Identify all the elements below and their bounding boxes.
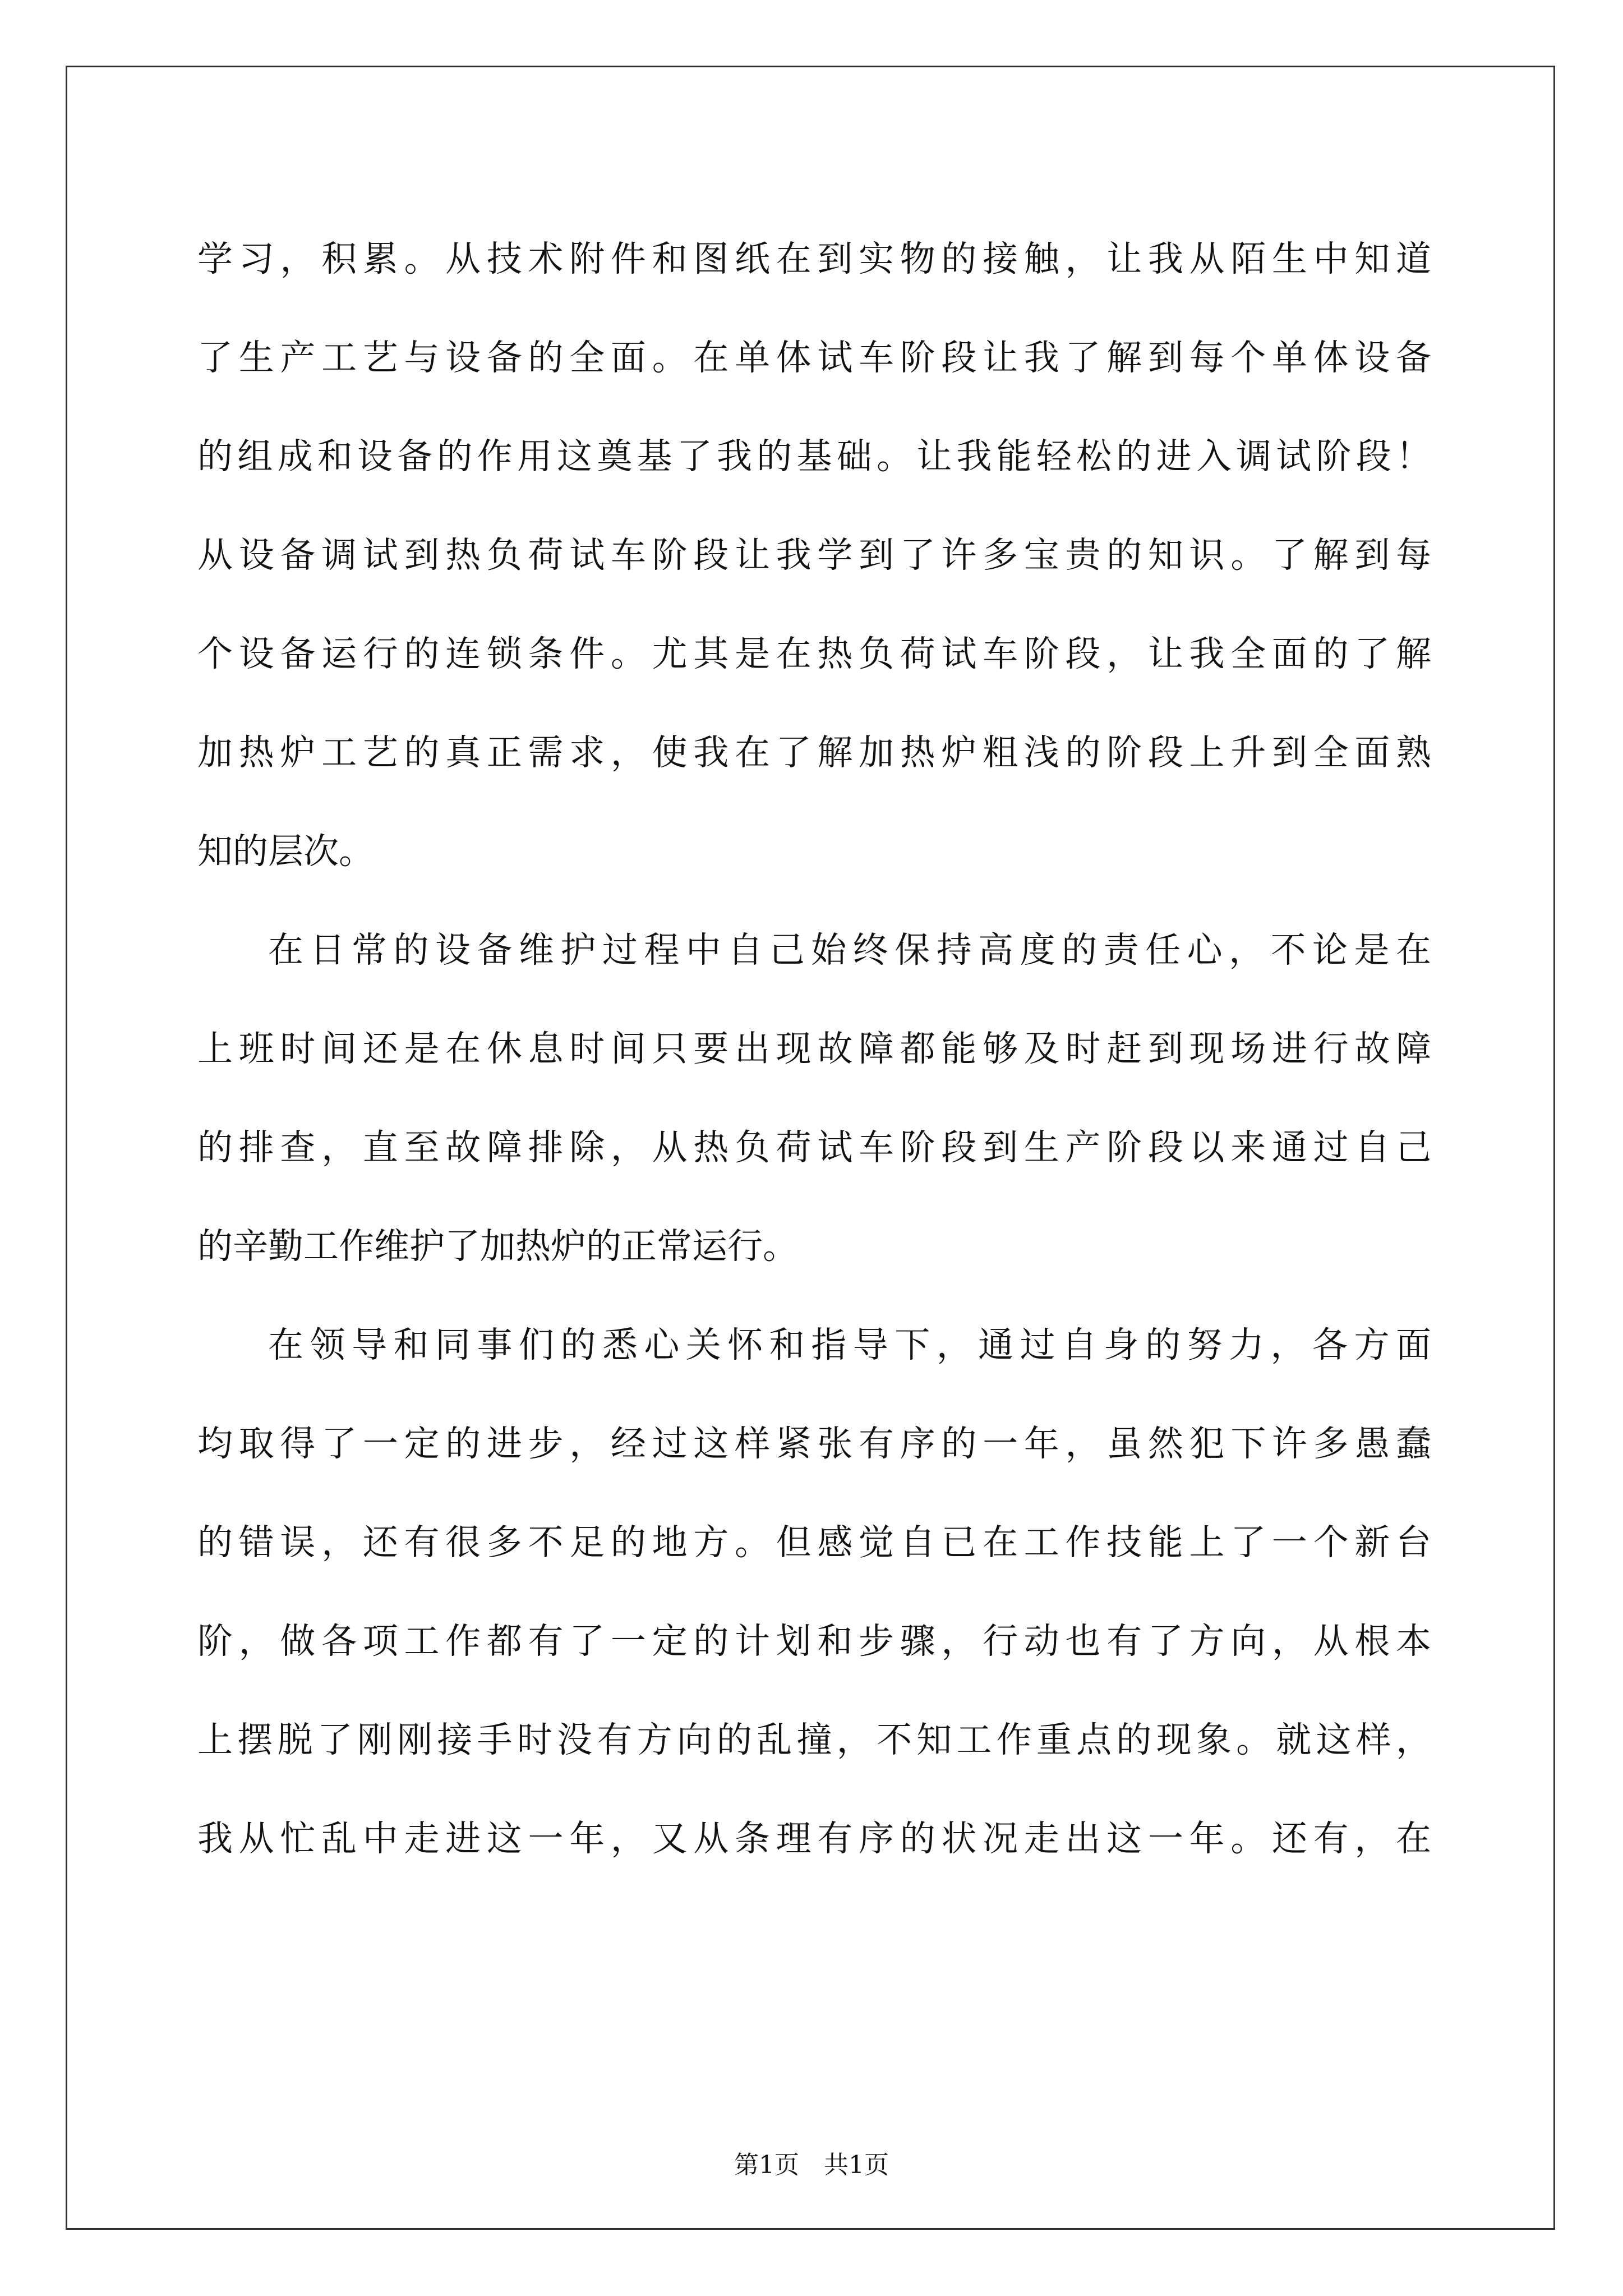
page-footer: 第1页 共1页 — [734, 2151, 889, 2179]
text-line: 在领导和同事们的悉心关怀和指导下，通过自身的努力，各方面 — [268, 1324, 1431, 1365]
text-line: 阶，做各项工作都有了一定的计划和步骤，行动也有了方向，从根本 — [197, 1621, 1431, 1662]
text-line: 上摆脱了刚刚接手时没有方向的乱撞，不知工作重点的现象。就这样， — [197, 1719, 1431, 1760]
text-line: 的错误，还有很多不足的地方。但感觉自已在工作技能上了一个新台 — [197, 1522, 1431, 1563]
text-line: 我从忙乱中走进这一年，又从条理有序的状况走出这一年。还有，在 — [197, 1818, 1431, 1859]
text-line: 知的层次。 — [197, 831, 374, 872]
text-line: 上班时间还是在休息时间只要出现故障都能够及时赶到现场进行故障 — [197, 1028, 1431, 1069]
text-line: 个设备运行的连锁条件。尤其是在热负荷试车阶段，让我全面的了解 — [197, 633, 1431, 674]
text-line: 学习，积累。从技术附件和图纸在到实物的接触，让我从陌生中知道 — [197, 238, 1431, 279]
text-line: 加热炉工艺的真正需求，使我在了解加热炉粗浅的阶段上升到全面熟 — [197, 732, 1431, 773]
text-line: 从设备调试到热负荷试车阶段让我学到了许多宝贵的知识。了解到每 — [197, 535, 1431, 576]
document-body — [197, 210, 1431, 1888]
text-line: 的辛勤工作维护了加热炉的正常运行。 — [197, 1226, 798, 1267]
text-line: 在日常的设备维护过程中自己始终保持高度的责任心，不论是在 — [268, 930, 1431, 970]
text-line: 的排查，直至故障排除，从热负荷试车阶段到生产阶段以来通过自己 — [197, 1127, 1431, 1168]
text-line: 了生产工艺与设备的全面。在单体试车阶段让我了解到每个单体设备 — [197, 337, 1431, 378]
text-line: 均取得了一定的进步，经过这样紧张有序的一年，虽然犯下许多愚蠢 — [197, 1423, 1431, 1464]
text-line: 的组成和设备的作用这奠基了我的基础。让我能轻松的进入调试阶段！ — [197, 436, 1431, 477]
